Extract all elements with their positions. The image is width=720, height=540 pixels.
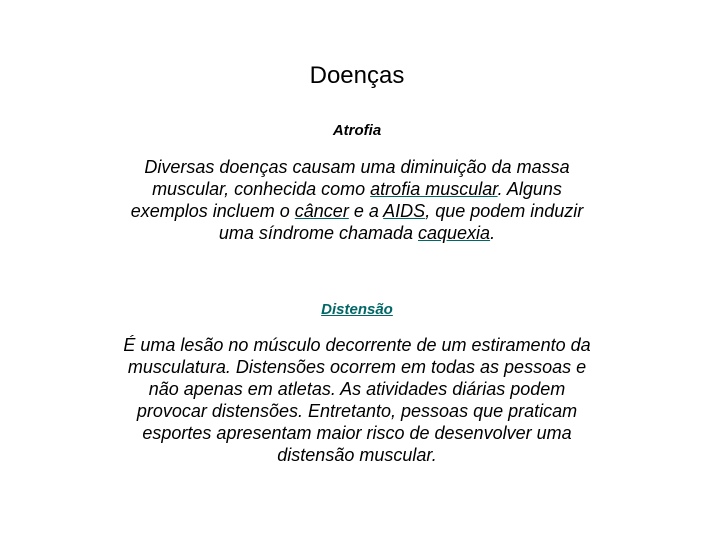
body-text: . bbox=[490, 223, 496, 243]
section-body-atrofia bbox=[120, 156, 594, 244]
body-text: , que podem induzir uma síndrome chamada bbox=[218, 201, 584, 243]
body-text: Diversas doenças causam uma diminuição da massa muscular, conhecida como bbox=[144, 157, 570, 199]
body-text: e a bbox=[348, 201, 384, 221]
link-cancer[interactable]: câncer bbox=[294, 201, 349, 221]
page-title: Doenças bbox=[309, 62, 405, 89]
link-distensao[interactable]: Distensão bbox=[321, 301, 393, 318]
body-text: . Alguns exemplos incluem o bbox=[130, 179, 562, 221]
link-atrofia-muscular[interactable]: atrofia muscular bbox=[370, 179, 498, 199]
section-heading-atrofia: Atrofia bbox=[332, 122, 382, 139]
link-caquexia[interactable]: caquexia bbox=[418, 223, 491, 243]
link-aids[interactable]: AIDS bbox=[383, 201, 426, 221]
section-heading-distensao bbox=[0, 300, 714, 320]
section-body-distensao: É uma lesão no músculo decorrente de um estiramento da musculatura. Distensões ocorrem em todas as pessoas e não apenas em atletas. As atividades diárias podem provocar distensões. Entretanto, pessoas que praticam esportes apresentam maior risco de desenvolver uma distensão muscular. bbox=[123, 335, 591, 465]
